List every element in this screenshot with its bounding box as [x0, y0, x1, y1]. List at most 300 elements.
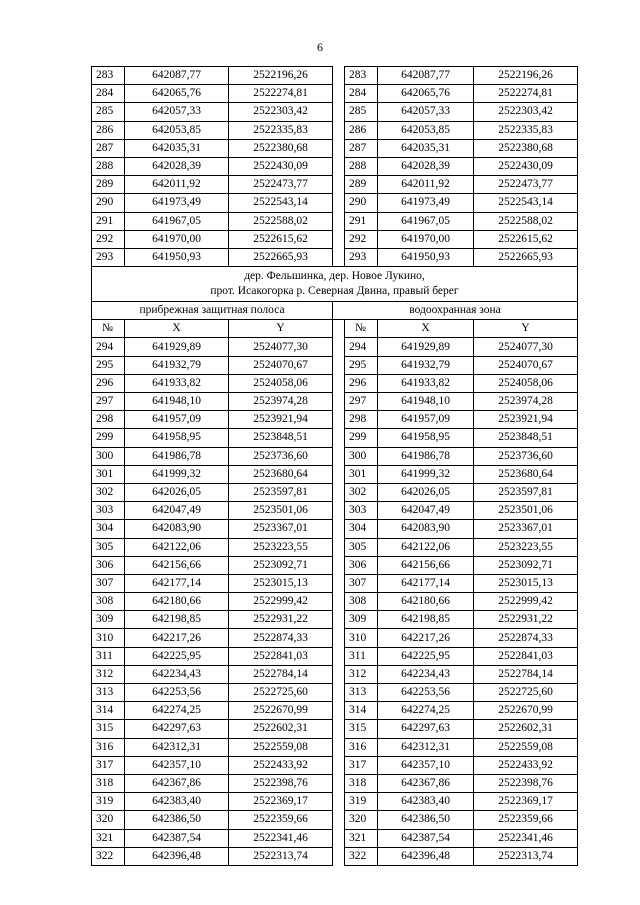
left-point-number: 293 — [92, 248, 125, 266]
right-y-value: 2524077,30 — [474, 338, 578, 356]
left-y-value: 2522473,77 — [229, 176, 333, 194]
right-x-value: 642035,31 — [378, 139, 474, 157]
left-point-number: 284 — [92, 85, 125, 103]
left-y-value: 2523223,55 — [229, 538, 333, 556]
left-y-value: 2522543,14 — [229, 194, 333, 212]
left-x-value: 641933,82 — [125, 374, 229, 392]
right-y-value: 2522473,77 — [474, 176, 578, 194]
right-y-value: 2522543,14 — [474, 194, 578, 212]
section-header — [92, 267, 578, 338]
right-y-value: 2522615,62 — [474, 230, 578, 248]
column-header-row — [92, 320, 578, 338]
left-point-number: 283 — [92, 67, 125, 85]
right-point-number: 284 — [345, 85, 378, 103]
left-y-value: 2523736,60 — [229, 447, 333, 465]
table-row — [92, 793, 578, 811]
left-y-value: 2522313,74 — [229, 847, 333, 865]
left-y-value: 2523974,28 — [229, 393, 333, 411]
right-point-number: 307 — [345, 574, 378, 592]
left-y-value: 2522369,17 — [229, 793, 333, 811]
column-gap — [333, 738, 345, 756]
right-y-value: 2522303,42 — [474, 103, 578, 121]
left-y-value: 2523597,81 — [229, 483, 333, 501]
right-x-value: 642156,66 — [378, 556, 474, 574]
left-point-number: 306 — [92, 556, 125, 574]
table-row — [92, 176, 578, 194]
right-y-value: 2524070,67 — [474, 356, 578, 374]
left-x-value: 641999,32 — [125, 465, 229, 483]
left-x-value: 642253,56 — [125, 684, 229, 702]
left-point-number: 321 — [92, 829, 125, 847]
left-y-value: 2522274,81 — [229, 85, 333, 103]
column-gap — [333, 176, 345, 194]
left-point-number: 313 — [92, 684, 125, 702]
right-point-number: 302 — [345, 483, 378, 501]
column-gap — [333, 103, 345, 121]
right-y-value: 2523921,94 — [474, 411, 578, 429]
right-x-value: 642065,76 — [378, 85, 474, 103]
left-point-number: 307 — [92, 574, 125, 592]
right-y-value: 2522359,66 — [474, 811, 578, 829]
left-y-value: 2522602,31 — [229, 720, 333, 738]
right-point-number: 289 — [345, 176, 378, 194]
left-point-number: 308 — [92, 593, 125, 611]
right-point-number: 283 — [345, 67, 378, 85]
left-point-number: 302 — [92, 483, 125, 501]
right-y-value: 2522274,81 — [474, 85, 578, 103]
left-point-number: 320 — [92, 811, 125, 829]
table-row — [92, 574, 578, 592]
left-point-number: 285 — [92, 103, 125, 121]
column-gap — [333, 393, 345, 411]
right-x-value: 642396,48 — [378, 847, 474, 865]
zone-titles-row — [92, 302, 578, 320]
left-point-number: 296 — [92, 374, 125, 392]
left-x-value: 641958,95 — [125, 429, 229, 447]
left-num-header: № — [92, 320, 125, 338]
section-caption-row — [92, 267, 578, 302]
right-x-value: 642274,25 — [378, 702, 474, 720]
table-row — [92, 103, 578, 121]
column-gap — [333, 702, 345, 720]
right-y-value: 2522784,14 — [474, 665, 578, 683]
right-num-header: № — [345, 320, 378, 338]
column-gap — [333, 356, 345, 374]
table-row — [92, 720, 578, 738]
column-gap — [333, 248, 345, 266]
right-y-value: 2523501,06 — [474, 502, 578, 520]
right-y-value: 2522433,92 — [474, 756, 578, 774]
right-point-number: 319 — [345, 793, 378, 811]
left-x-value: 641929,89 — [125, 338, 229, 356]
left-point-number: 300 — [92, 447, 125, 465]
section-caption — [92, 267, 578, 302]
left-x-value: 642180,66 — [125, 593, 229, 611]
right-y-value: 2522874,33 — [474, 629, 578, 647]
right-x-value: 642387,54 — [378, 829, 474, 847]
left-x-value: 642297,63 — [125, 720, 229, 738]
column-gap — [333, 593, 345, 611]
right-x-value: 642087,77 — [378, 67, 474, 85]
right-point-number: 320 — [345, 811, 378, 829]
right-x-value: 642383,40 — [378, 793, 474, 811]
right-x-value: 642357,10 — [378, 756, 474, 774]
right-x-value: 642297,63 — [378, 720, 474, 738]
right-y-value: 2522841,03 — [474, 647, 578, 665]
left-x-value: 641973,49 — [125, 194, 229, 212]
column-gap — [333, 811, 345, 829]
table-row — [92, 230, 578, 248]
right-point-number: 299 — [345, 429, 378, 447]
right-point-number: 290 — [345, 194, 378, 212]
table-row — [92, 647, 578, 665]
left-point-number: 294 — [92, 338, 125, 356]
column-gap — [333, 720, 345, 738]
left-x-value: 642047,49 — [125, 502, 229, 520]
left-x-value: 642225,95 — [125, 647, 229, 665]
page-number: 6 — [317, 40, 323, 54]
left-point-number: 289 — [92, 176, 125, 194]
table-row — [92, 212, 578, 230]
left-y-value: 2522841,03 — [229, 647, 333, 665]
right-x-value: 642386,50 — [378, 811, 474, 829]
left-x-value: 642065,76 — [125, 85, 229, 103]
column-gap — [333, 230, 345, 248]
right-point-number: 304 — [345, 520, 378, 538]
section-caption-line2: прот. Исакогорка р. Северная Двина, правый берег — [210, 285, 459, 298]
right-point-number: 321 — [345, 829, 378, 847]
column-gap — [333, 212, 345, 230]
right-y-value: 2522670,99 — [474, 702, 578, 720]
right-y-value: 2522335,83 — [474, 121, 578, 139]
left-y-header: Y — [229, 320, 333, 338]
left-x-value: 641950,93 — [125, 248, 229, 266]
left-x-value: 642028,39 — [125, 157, 229, 175]
left-point-number: 312 — [92, 665, 125, 683]
right-y-value: 2522380,68 — [474, 139, 578, 157]
column-gap — [333, 447, 345, 465]
right-y-value: 2522341,46 — [474, 829, 578, 847]
right-point-number: 296 — [345, 374, 378, 392]
table-row — [92, 847, 578, 865]
table-row — [92, 774, 578, 792]
table-row — [92, 811, 578, 829]
left-y-value: 2522615,62 — [229, 230, 333, 248]
table-row — [92, 538, 578, 556]
table-row — [92, 556, 578, 574]
left-x-value: 641957,09 — [125, 411, 229, 429]
column-gap — [333, 157, 345, 175]
left-y-value: 2522380,68 — [229, 139, 333, 157]
right-y-value: 2523736,60 — [474, 447, 578, 465]
table-row — [92, 611, 578, 629]
right-x-value: 642217,26 — [378, 629, 474, 647]
right-x-value: 641970,00 — [378, 230, 474, 248]
right-y-value: 2523848,51 — [474, 429, 578, 447]
left-point-number: 290 — [92, 194, 125, 212]
right-x-value: 641957,09 — [378, 411, 474, 429]
column-gap — [333, 85, 345, 103]
right-x-value: 642253,56 — [378, 684, 474, 702]
right-y-value: 2523367,01 — [474, 520, 578, 538]
left-x-value: 642217,26 — [125, 629, 229, 647]
left-x-value: 642057,33 — [125, 103, 229, 121]
table-row — [92, 429, 578, 447]
column-gap — [333, 774, 345, 792]
right-point-number: 286 — [345, 121, 378, 139]
left-y-value: 2524077,30 — [229, 338, 333, 356]
left-y-value: 2522588,02 — [229, 212, 333, 230]
left-y-value: 2522341,46 — [229, 829, 333, 847]
table-row — [92, 374, 578, 392]
right-point-number: 317 — [345, 756, 378, 774]
right-x-value: 642053,85 — [378, 121, 474, 139]
column-gap — [333, 502, 345, 520]
right-point-number: 322 — [345, 847, 378, 865]
table-row — [92, 393, 578, 411]
right-x-value: 641999,32 — [378, 465, 474, 483]
right-x-value: 641986,78 — [378, 447, 474, 465]
left-point-number: 319 — [92, 793, 125, 811]
right-y-value: 2522398,76 — [474, 774, 578, 792]
right-point-number: 295 — [345, 356, 378, 374]
column-gap — [333, 67, 345, 85]
column-gap — [333, 483, 345, 501]
left-zone-title: прибрежная защитная полоса — [92, 302, 333, 320]
right-point-number: 293 — [345, 248, 378, 266]
left-y-value: 2522196,26 — [229, 67, 333, 85]
column-gap — [333, 665, 345, 683]
right-point-number: 313 — [345, 684, 378, 702]
left-y-value: 2523367,01 — [229, 520, 333, 538]
right-y-value: 2522931,22 — [474, 611, 578, 629]
table-row — [92, 248, 578, 266]
right-y-value: 2522725,60 — [474, 684, 578, 702]
right-point-number: 318 — [345, 774, 378, 792]
left-y-value: 2522784,14 — [229, 665, 333, 683]
right-x-value: 642047,49 — [378, 502, 474, 520]
column-gap — [333, 320, 345, 338]
column-gap — [333, 793, 345, 811]
table-row — [92, 447, 578, 465]
column-gap — [333, 121, 345, 139]
right-y-value: 2522559,08 — [474, 738, 578, 756]
column-gap — [333, 629, 345, 647]
right-point-number: 311 — [345, 647, 378, 665]
column-gap — [333, 374, 345, 392]
left-point-number: 318 — [92, 774, 125, 792]
left-y-value: 2523092,71 — [229, 556, 333, 574]
table-row — [92, 738, 578, 756]
left-x-value: 642053,85 — [125, 121, 229, 139]
right-point-number: 316 — [345, 738, 378, 756]
table-row — [92, 702, 578, 720]
left-y-value: 2523501,06 — [229, 502, 333, 520]
left-y-value: 2523680,64 — [229, 465, 333, 483]
left-y-value: 2522665,93 — [229, 248, 333, 266]
left-x-value: 642198,85 — [125, 611, 229, 629]
column-gap — [333, 139, 345, 157]
right-point-number: 301 — [345, 465, 378, 483]
table-row — [92, 411, 578, 429]
right-y-value: 2523974,28 — [474, 393, 578, 411]
left-point-number: 311 — [92, 647, 125, 665]
left-x-value: 642312,31 — [125, 738, 229, 756]
left-x-value: 642156,66 — [125, 556, 229, 574]
right-point-number: 305 — [345, 538, 378, 556]
table-row — [92, 465, 578, 483]
left-x-header: X — [125, 320, 229, 338]
table-row — [92, 121, 578, 139]
left-point-number: 309 — [92, 611, 125, 629]
table-row — [92, 520, 578, 538]
column-gap — [333, 756, 345, 774]
left-point-number: 316 — [92, 738, 125, 756]
table-row — [92, 629, 578, 647]
table-row — [92, 356, 578, 374]
column-gap — [333, 429, 345, 447]
right-x-value: 641973,49 — [378, 194, 474, 212]
right-y-value: 2522313,74 — [474, 847, 578, 865]
right-y-value: 2522369,17 — [474, 793, 578, 811]
left-y-value: 2522670,99 — [229, 702, 333, 720]
left-x-value: 642011,92 — [125, 176, 229, 194]
right-x-value: 642234,43 — [378, 665, 474, 683]
table-body-top — [92, 67, 578, 267]
left-x-value: 642234,43 — [125, 665, 229, 683]
column-gap — [333, 829, 345, 847]
right-y-value: 2524058,06 — [474, 374, 578, 392]
left-point-number: 322 — [92, 847, 125, 865]
right-y-value: 2522196,26 — [474, 67, 578, 85]
right-x-value: 641958,95 — [378, 429, 474, 447]
table-row — [92, 194, 578, 212]
left-point-number: 298 — [92, 411, 125, 429]
column-gap — [333, 684, 345, 702]
table-row — [92, 483, 578, 501]
table-row — [92, 593, 578, 611]
left-x-value: 642083,90 — [125, 520, 229, 538]
left-x-value: 642274,25 — [125, 702, 229, 720]
table-row — [92, 338, 578, 356]
column-gap — [333, 194, 345, 212]
left-y-value: 2523848,51 — [229, 429, 333, 447]
right-point-number: 285 — [345, 103, 378, 121]
right-x-value: 642180,66 — [378, 593, 474, 611]
right-point-number: 314 — [345, 702, 378, 720]
column-gap — [333, 411, 345, 429]
right-point-number: 292 — [345, 230, 378, 248]
section-caption-line1: дер. Фельшинка, дер. Новое Лукино, — [244, 270, 425, 283]
right-y-value: 2522430,09 — [474, 157, 578, 175]
left-y-value: 2522999,42 — [229, 593, 333, 611]
left-y-value: 2522433,92 — [229, 756, 333, 774]
table-row — [92, 684, 578, 702]
left-y-value: 2522931,22 — [229, 611, 333, 629]
left-point-number: 315 — [92, 720, 125, 738]
left-x-value: 642177,14 — [125, 574, 229, 592]
left-y-value: 2524070,67 — [229, 356, 333, 374]
left-point-number: 295 — [92, 356, 125, 374]
left-x-value: 642383,40 — [125, 793, 229, 811]
left-y-value: 2522359,66 — [229, 811, 333, 829]
table-row — [92, 67, 578, 85]
right-y-value: 2523597,81 — [474, 483, 578, 501]
right-x-value: 642026,05 — [378, 483, 474, 501]
right-x-value: 642057,33 — [378, 103, 474, 121]
right-point-number: 298 — [345, 411, 378, 429]
left-point-number: 314 — [92, 702, 125, 720]
right-point-number: 297 — [345, 393, 378, 411]
left-point-number: 301 — [92, 465, 125, 483]
left-x-value: 642035,31 — [125, 139, 229, 157]
left-y-value: 2522398,76 — [229, 774, 333, 792]
left-x-value: 641932,79 — [125, 356, 229, 374]
right-x-value: 642177,14 — [378, 574, 474, 592]
table-row — [92, 502, 578, 520]
right-x-header: X — [378, 320, 474, 338]
left-point-number: 310 — [92, 629, 125, 647]
left-y-value: 2522725,60 — [229, 684, 333, 702]
right-x-value: 642122,06 — [378, 538, 474, 556]
right-x-value: 642312,31 — [378, 738, 474, 756]
left-point-number: 291 — [92, 212, 125, 230]
left-y-value: 2523015,13 — [229, 574, 333, 592]
right-x-value: 642028,39 — [378, 157, 474, 175]
right-x-value: 642011,92 — [378, 176, 474, 194]
left-point-number: 292 — [92, 230, 125, 248]
left-x-value: 641948,10 — [125, 393, 229, 411]
left-point-number: 317 — [92, 756, 125, 774]
right-y-value: 2523092,71 — [474, 556, 578, 574]
column-gap — [333, 520, 345, 538]
right-point-number: 306 — [345, 556, 378, 574]
table-row — [92, 85, 578, 103]
left-y-value: 2524058,06 — [229, 374, 333, 392]
right-x-value: 642367,86 — [378, 774, 474, 792]
left-x-value: 642357,10 — [125, 756, 229, 774]
left-x-value: 642367,86 — [125, 774, 229, 792]
right-point-number: 308 — [345, 593, 378, 611]
right-x-value: 642198,85 — [378, 611, 474, 629]
right-point-number: 309 — [345, 611, 378, 629]
right-x-value: 641967,05 — [378, 212, 474, 230]
left-y-value: 2522335,83 — [229, 121, 333, 139]
column-gap — [333, 574, 345, 592]
left-x-value: 642386,50 — [125, 811, 229, 829]
left-point-number: 286 — [92, 121, 125, 139]
right-point-number: 303 — [345, 502, 378, 520]
column-gap — [333, 847, 345, 865]
right-x-value: 641933,82 — [378, 374, 474, 392]
left-point-number: 299 — [92, 429, 125, 447]
left-y-value: 2522559,08 — [229, 738, 333, 756]
right-point-number: 315 — [345, 720, 378, 738]
left-point-number: 288 — [92, 157, 125, 175]
left-point-number: 287 — [92, 139, 125, 157]
left-point-number: 305 — [92, 538, 125, 556]
left-y-value: 2523921,94 — [229, 411, 333, 429]
right-y-value: 2522588,02 — [474, 212, 578, 230]
right-x-value: 642225,95 — [378, 647, 474, 665]
table-row — [92, 157, 578, 175]
column-gap — [333, 465, 345, 483]
left-point-number: 297 — [92, 393, 125, 411]
left-x-value: 641970,00 — [125, 230, 229, 248]
right-x-value: 641950,93 — [378, 248, 474, 266]
left-x-value: 642087,77 — [125, 67, 229, 85]
right-y-value: 2523223,55 — [474, 538, 578, 556]
